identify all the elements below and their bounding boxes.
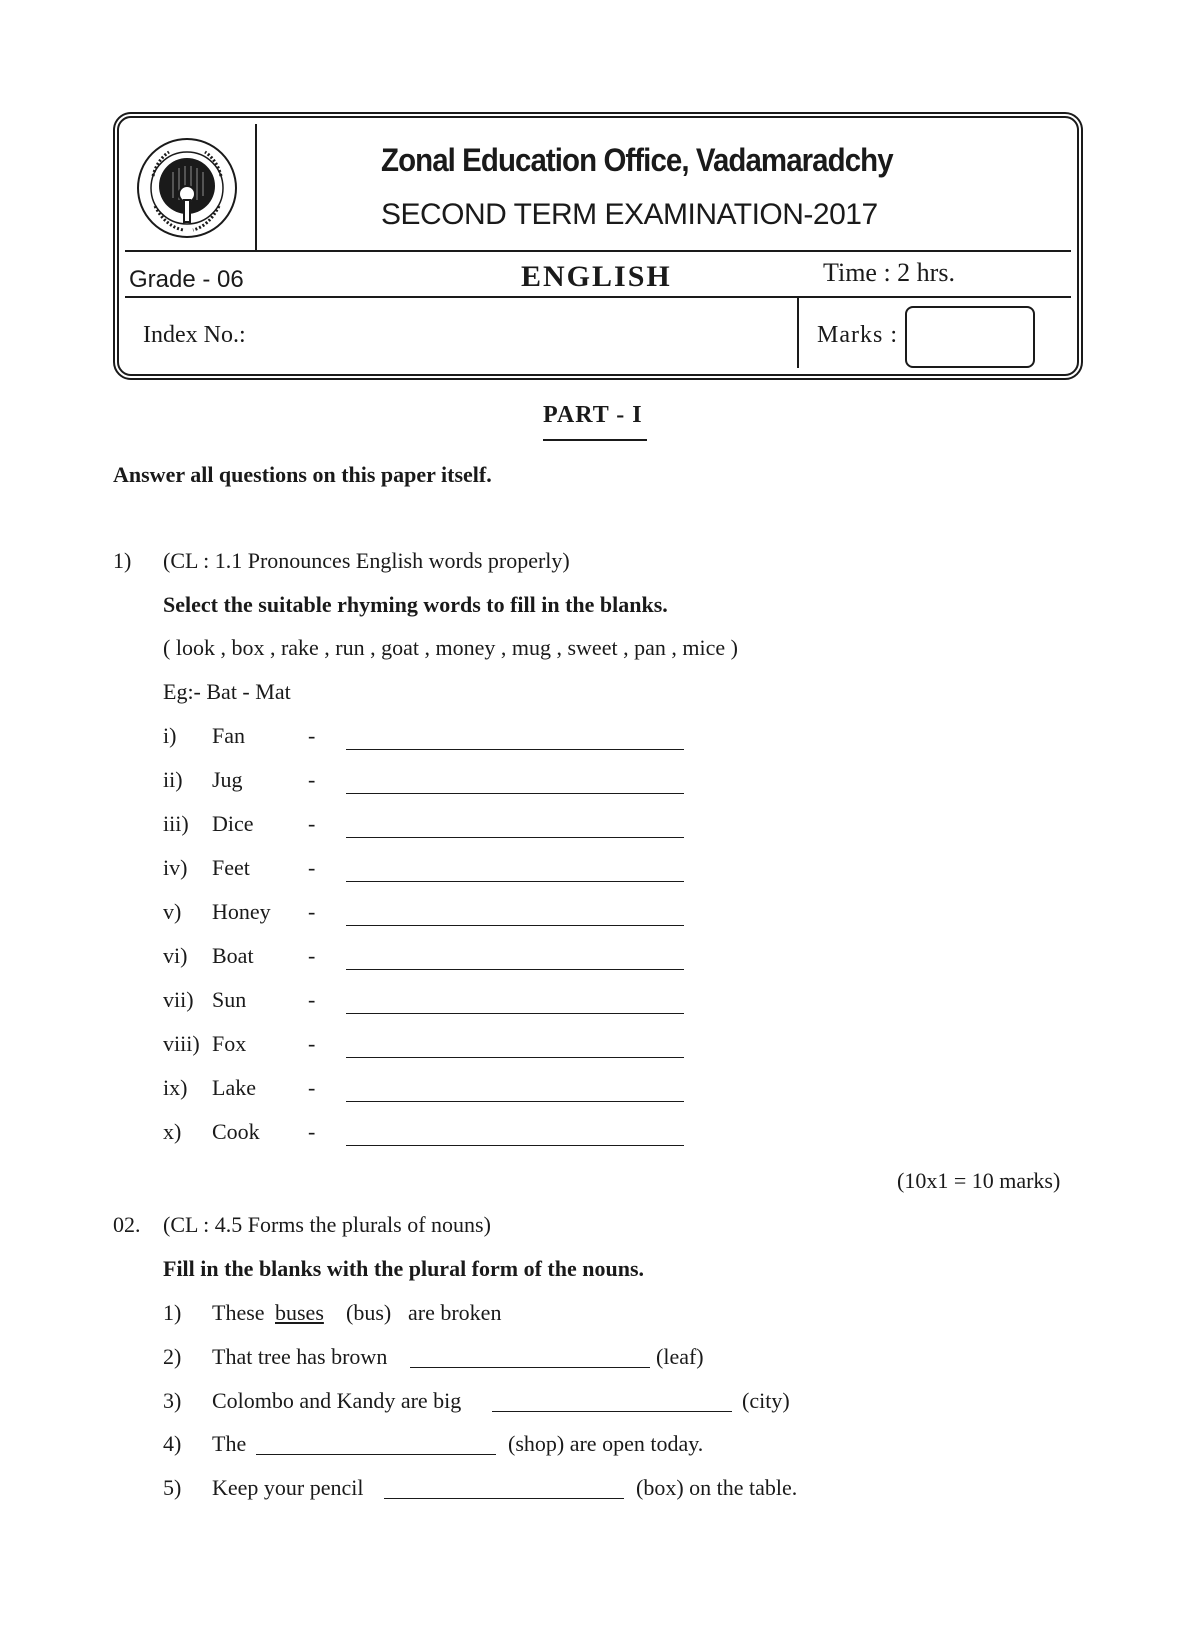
q1-answer-blank[interactable] [346, 925, 684, 926]
exam-title: SECOND TERM EXAMINATION-2017 [381, 198, 878, 231]
q1-item-number: iii) [163, 811, 189, 836]
q1-item-dash: - [308, 987, 316, 1012]
marks-divider [797, 296, 799, 368]
q1-answer-blank[interactable] [346, 1013, 684, 1014]
header-divider-1 [125, 250, 1071, 252]
q1-item-number: ix) [163, 1075, 188, 1100]
index-number-label: Index No.: [143, 322, 246, 348]
q2-answer-blank[interactable] [384, 1498, 624, 1499]
q2-competency: (CL : 4.5 Forms the plurals of nouns) [163, 1212, 491, 1237]
exam-header [113, 112, 1083, 380]
q1-item-dash: - [308, 855, 316, 880]
q1-item-number: x) [163, 1119, 182, 1144]
q2-number: 02. [113, 1212, 141, 1237]
q1-item-number: iv) [163, 855, 188, 880]
q2-instruction: Fill in the blanks with the plural form of the nouns. [163, 1256, 645, 1281]
q2-item-number: 4) [163, 1431, 182, 1456]
q1-item-number: ii) [163, 767, 183, 792]
q1-answer-blank[interactable] [346, 1101, 684, 1102]
q1-item-dash: - [308, 943, 316, 968]
q1-example: Eg:- Bat - Mat [163, 679, 291, 704]
q1-item-dash: - [308, 767, 316, 792]
q1-item-dash: - [308, 1119, 316, 1144]
q1-item-word: Dice [212, 811, 254, 836]
q1-item-word: Jug [212, 767, 243, 792]
q1-item-number: viii) [163, 1031, 200, 1056]
q2-item-hint: (bus) [346, 1300, 392, 1325]
q1-item-word: Cook [212, 1119, 260, 1144]
q2-item-text-after: are broken [408, 1300, 502, 1325]
q1-answer-blank[interactable] [346, 749, 684, 750]
q2-answer-blank[interactable] [410, 1367, 650, 1368]
q1-item-word: Boat [212, 943, 254, 968]
q1-instruction: Select the suitable rhyming words to fill in the blanks. [163, 592, 668, 617]
q2-item-number: 2) [163, 1344, 182, 1369]
q1-answer-blank[interactable] [346, 969, 684, 970]
q1-item-word: Lake [212, 1075, 256, 1100]
general-instruction: Answer all questions on this paper itself. [113, 462, 492, 487]
logo-divider [255, 124, 257, 250]
q2-item-number: 1) [163, 1300, 182, 1325]
q1-item-word: Sun [212, 987, 247, 1012]
q1-marks: (10x1 = 10 marks) [897, 1168, 1061, 1193]
q1-item-dash: - [308, 811, 316, 836]
q1-word-bank: ( look , box , rake , run , goat , money , mug , sweet , pan , mice ) [163, 635, 738, 660]
marks-field[interactable] [905, 306, 1035, 368]
time-label: Time : 2 hrs. [823, 258, 955, 287]
q2-item-number: 5) [163, 1475, 182, 1500]
part-title: PART - I [543, 402, 647, 441]
q2-item-text: Colombo and Kandy are big [212, 1388, 462, 1413]
zonal-office-logo [135, 136, 239, 240]
q1-item-number: v) [163, 899, 182, 924]
header-divider-2 [125, 296, 1071, 298]
marks-label: Marks : [817, 322, 898, 348]
q1-item-number: i) [163, 723, 177, 748]
q2-example-answer: buses [275, 1300, 324, 1325]
q1-answer-blank[interactable] [346, 793, 684, 794]
q1-number: 1) [113, 548, 132, 573]
q1-answer-blank[interactable] [346, 1057, 684, 1058]
q2-item-text: Keep your pencil [212, 1475, 364, 1500]
q1-answer-blank[interactable] [346, 837, 684, 838]
q1-item-word: Feet [212, 855, 250, 880]
grade-label: Grade - 06 [129, 266, 244, 293]
q2-item-text: The [212, 1431, 247, 1456]
q1-competency: (CL : 1.1 Pronounces English words properly) [163, 548, 570, 573]
q1-item-word: Fan [212, 723, 245, 748]
q1-item-dash: - [308, 723, 316, 748]
q1-item-number: vi) [163, 943, 188, 968]
q1-item-dash: - [308, 1031, 316, 1056]
q2-item-hint: (shop) are open today. [508, 1431, 704, 1456]
subject-title: ENGLISH [521, 260, 672, 293]
q2-item-text: These [212, 1300, 265, 1325]
q2-item-hint: (city) [742, 1388, 790, 1413]
office-title: Zonal Education Office, Vadamaradchy [381, 142, 893, 178]
q1-answer-blank[interactable] [346, 881, 684, 882]
q2-answer-blank[interactable] [256, 1454, 496, 1455]
q2-answer-blank[interactable] [492, 1411, 732, 1412]
q2-item-number: 3) [163, 1388, 182, 1413]
q1-item-word: Honey [212, 899, 271, 924]
q1-item-number: vii) [163, 987, 194, 1012]
q1-answer-blank[interactable] [346, 1145, 684, 1146]
q2-item-hint: (leaf) [656, 1344, 704, 1369]
q2-item-hint: (box) on the table. [636, 1475, 798, 1500]
q1-item-dash: - [308, 899, 316, 924]
q1-item-word: Fox [212, 1031, 247, 1056]
q2-item-text: That tree has brown [212, 1344, 388, 1369]
q1-item-dash: - [308, 1075, 316, 1100]
